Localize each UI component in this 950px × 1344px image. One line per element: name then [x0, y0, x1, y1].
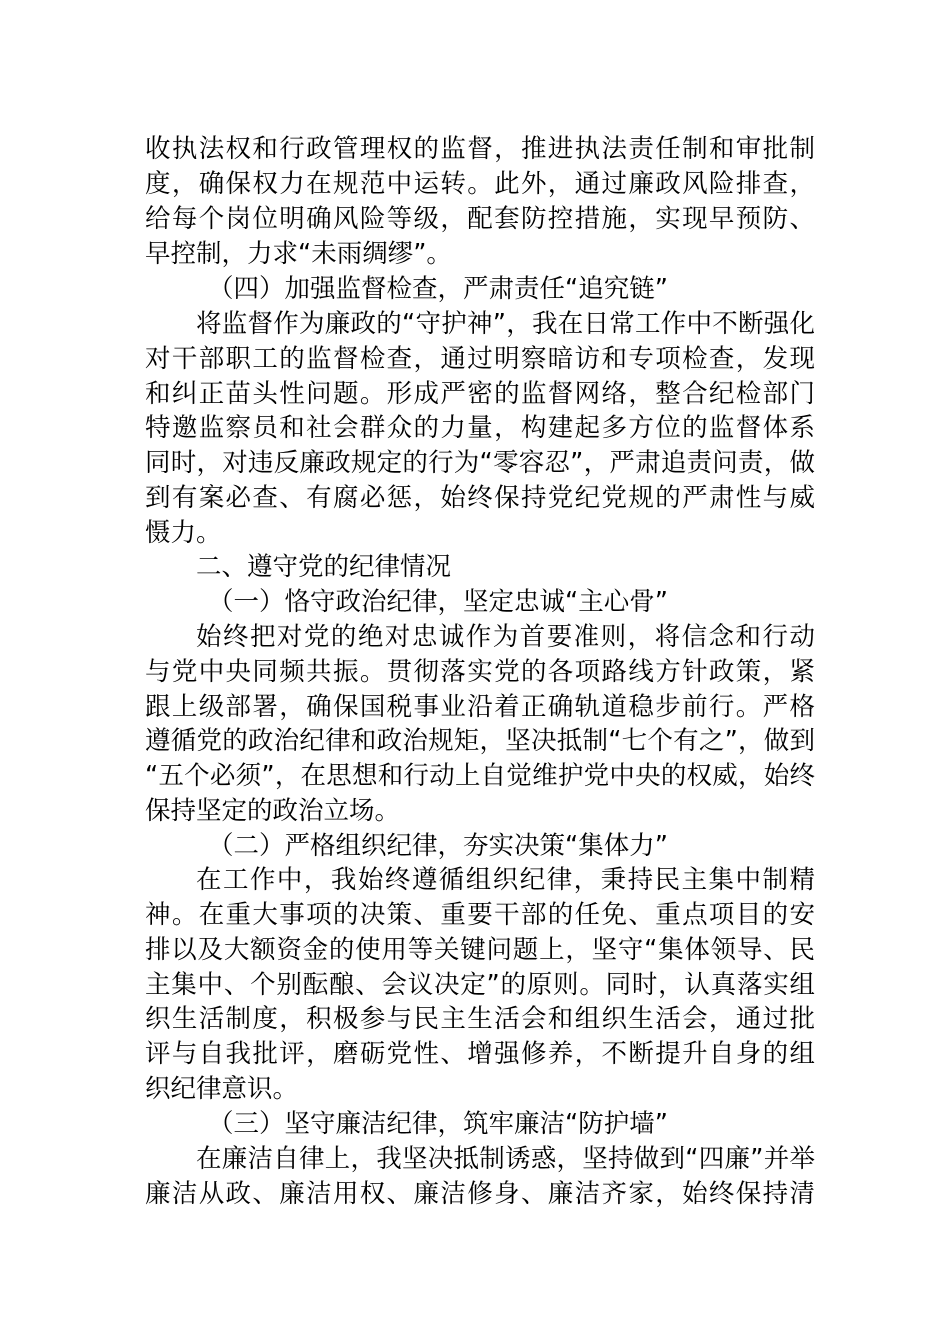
- text-line: 在廉洁自律上，我坚决抵制诱惑，坚持做到“四廉”并举: [196, 1144, 815, 1174]
- text-line: 给每个岗位明确风险等级，配套防控措施，实现早预防、: [145, 204, 815, 234]
- text-line: 始终把对党的绝对忠诚作为首要准则，将信念和行动: [196, 622, 815, 652]
- text-line: 对干部职工的监督检查，通过明察暗访和专项检查，发现: [145, 344, 815, 374]
- text-line: 度，确保权力在规范中运转。此外，通过廉政风险排查，: [145, 169, 815, 199]
- text-line: 将监督作为廉政的“守护神”，我在日常工作中不断强化: [196, 309, 815, 339]
- text-line: 和纠正苗头性问题。形成严密的监督网络，整合纪检部门: [145, 379, 815, 409]
- text-line: 到有案必查、有腐必惩，始终保持党纪党规的严肃性与威: [145, 483, 815, 513]
- text-line: “五个必须”，在思想和行动上自觉维护党中央的权威，始终: [145, 761, 815, 791]
- text-line: 遵循党的政治纪律和政治规矩，坚决抵制“七个有之”，做到: [145, 726, 815, 756]
- text-line: 在工作中，我始终遵循组织纪律，秉持民主集中制精: [196, 865, 815, 895]
- text-line: 跟上级部署，确保国税事业沿着正确轨道稳步前行。严格: [145, 692, 815, 722]
- text-line: 排以及大额资金的使用等关键问题上，坚守“集体领导、民: [145, 935, 815, 965]
- section-subheading: （二）严格组织纪律，夯实决策“集体力”: [208, 831, 668, 861]
- text-line: 慑力。: [145, 518, 222, 548]
- text-line: 廉洁从政、廉洁用权、廉洁修身、廉洁齐家，始终保持清: [145, 1179, 815, 1209]
- text-line: 主集中、个别酝酿、会议决定”的原则。同时，认真落实组: [145, 970, 815, 1000]
- text-line: 保持坚定的政治立场。: [145, 796, 401, 826]
- section-subheading: （四）加强监督检查，严肃责任“追究链”: [208, 274, 668, 304]
- text-line: 早控制，力求“未雨绸缪”。: [145, 239, 452, 269]
- text-line: 织纪律意识。: [145, 1074, 299, 1104]
- text-line: 与党中央同频共振。贯彻落实党的各项路线方针政策，紧: [145, 657, 815, 687]
- text-line: 特邀监察员和社会群众的力量，构建起多方位的监督体系: [145, 413, 815, 443]
- text-line: 评与自我批评，磨砺党性、增强修养，不断提升自身的组: [145, 1039, 815, 1069]
- section-heading: 二、遵守党的纪律情况: [196, 552, 452, 582]
- text-line: 神。在重大事项的决策、重要干部的任免、重点项目的安: [145, 900, 815, 930]
- text-line: 织生活制度，积极参与民主生活会和组织生活会，通过批: [145, 1004, 815, 1034]
- text-line: 收执法权和行政管理权的监督，推进执法责任制和审批制: [145, 134, 815, 164]
- section-subheading: （一）恪守政治纪律，坚定忠诚“主心骨”: [208, 587, 668, 617]
- section-subheading: （三）坚守廉洁纪律，筑牢廉洁“防护墙”: [208, 1109, 668, 1139]
- text-line: 同时，对违反廉政规定的行为“零容忍”，严肃追责问责，做: [145, 448, 815, 478]
